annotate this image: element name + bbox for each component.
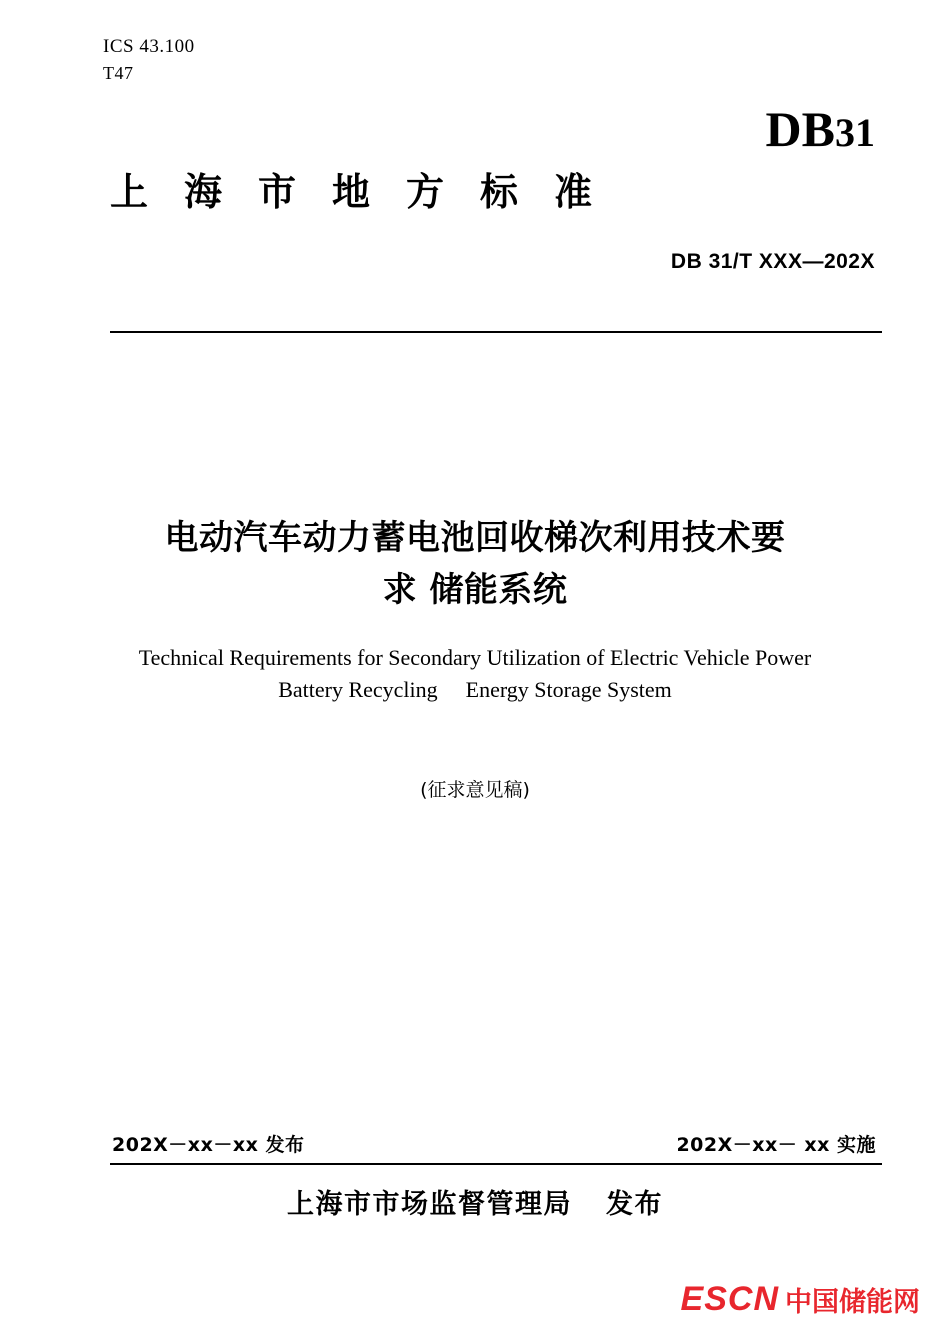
ics-code: ICS 43.100 xyxy=(103,36,195,57)
classification-code: T47 xyxy=(103,63,134,83)
document-title-cn xyxy=(95,512,855,616)
effective-date: 202X－xx－ xx 实施 xyxy=(676,1134,876,1156)
db-prefix: DB xyxy=(765,101,835,157)
watermark xyxy=(681,1280,920,1319)
header-divider xyxy=(110,331,882,333)
watermark-brand-latin: ESCN xyxy=(680,1280,779,1318)
footer-divider xyxy=(110,1163,882,1165)
document-title-en-line2 xyxy=(95,674,855,706)
document-title-en-line1: Technical Requirements for Secondary Utilization of Electric Vehicle Power xyxy=(138,645,812,670)
standard-code: DB 31/T XXX—202X xyxy=(670,250,875,273)
document-title-en-line2-part1: Battery Recycling xyxy=(278,677,438,702)
standard-series-title: 上海市地方标准 xyxy=(110,170,629,214)
issuing-authority-action: 发布 xyxy=(606,1189,663,1220)
document-title-cn-line2: 求 储能系统 xyxy=(382,570,568,610)
document-title-cn-line1: 电动汽车动力蓄电池回收梯次利用技术要 xyxy=(164,518,786,558)
issue-date: 202X－xx－xx 发布 xyxy=(112,1134,305,1156)
draft-status-note: (征求意见稿) xyxy=(420,779,530,801)
db31-logo xyxy=(766,102,875,160)
ics-classification-block xyxy=(103,33,195,87)
document-title-en xyxy=(95,642,855,706)
issuing-authority xyxy=(95,1182,855,1221)
issuing-authority-name: 上海市市场监督管理局 xyxy=(287,1189,572,1220)
db-number: 31 xyxy=(835,110,875,155)
watermark-brand-cn: 中国储能网 xyxy=(785,1287,920,1318)
document-title-en-line2-part2: Energy Storage System xyxy=(465,677,672,702)
